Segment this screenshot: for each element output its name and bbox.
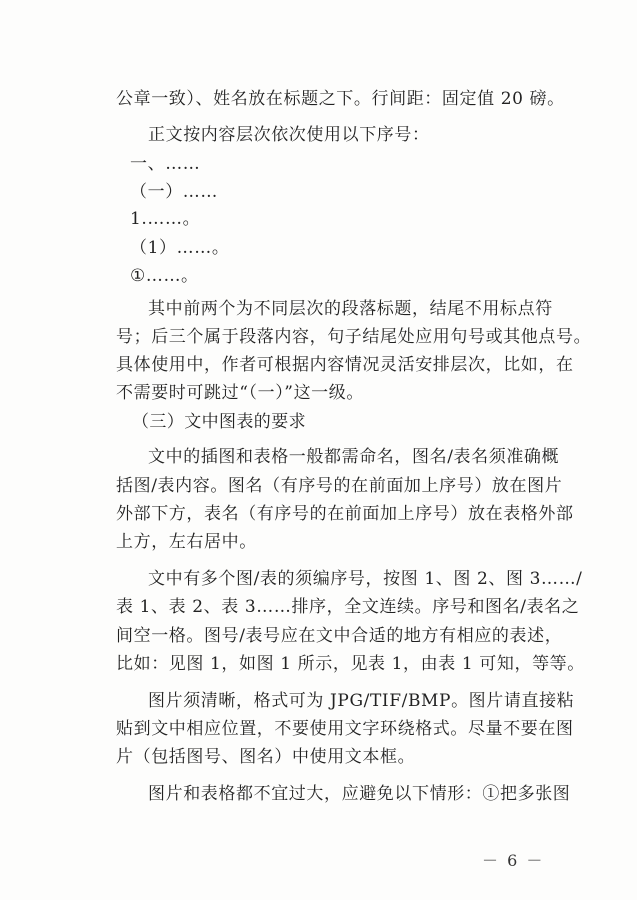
text-line-4: （一）…… <box>130 182 218 202</box>
text-line-15: 外部下方，表名（有序号的在前面加上序号）放在表格外部 <box>116 504 574 524</box>
text-line-13: 文中的插图和表格一般都需命名，图名/表名须准确概 <box>148 447 560 467</box>
text-line-5: 1.……。 <box>130 209 201 229</box>
text-line-7: ①……。 <box>130 266 199 286</box>
text-line-16: 上方，左右居中。 <box>116 532 257 552</box>
text-line-20: 比如：见图 1，如图 1 所示，见表 1，由表 1 可知，等等。 <box>116 654 585 674</box>
text-line-17: 文中有多个图/表的须编序号，按图 1、图 2、图 3……/ <box>148 569 583 589</box>
text-line-22: 贴到文中相应位置，不要使用文字环绕格式。尽量不要在图 <box>116 719 574 739</box>
text-line-2: 正文按内容层次依次使用以下序号： <box>148 125 430 145</box>
text-line-3: 一、…… <box>130 154 201 174</box>
text-line-14: 括图/表内容。图名（有序号的在前面加上序号）放在图片 <box>116 476 563 496</box>
text-line-18: 表 1、表 2、表 3……排序，全文连续。序号和图名/表名之 <box>116 597 580 617</box>
text-line-10: 具体使用中，作者可根据内容情况灵活安排层次，比如，在 <box>116 355 574 375</box>
text-line-1: 公章一致）、姓名放在标题之下。行间距：固定值 20 磅。 <box>116 89 565 109</box>
text-line-21: 图片须清晰，格式可为 JPG/TIF/BMP。图片请直接粘 <box>148 691 575 711</box>
section-heading: （三）文中图表的要求 <box>132 412 306 432</box>
text-line-11: 不需要时可跳过“（一）”这一级。 <box>116 383 364 403</box>
text-line-23: 片（包括图号、图名）中使用文本框。 <box>116 747 416 767</box>
text-line-8: 其中前两个为不同层次的段落标题，结尾不用标点符 <box>148 299 553 319</box>
text-line-9: 号；后三个属于段落内容，句子结尾处应用句号或其他点号。 <box>116 327 592 347</box>
page-number: － 6 － <box>482 851 545 870</box>
text-line-24: 图片和表格都不宜过大，应避免以下情形：①把多张图 <box>148 784 571 804</box>
text-line-6: （1）……。 <box>130 238 230 258</box>
text-line-19: 间空一格。图号/表号应在文中合适的地方有相应的表述， <box>116 626 563 646</box>
